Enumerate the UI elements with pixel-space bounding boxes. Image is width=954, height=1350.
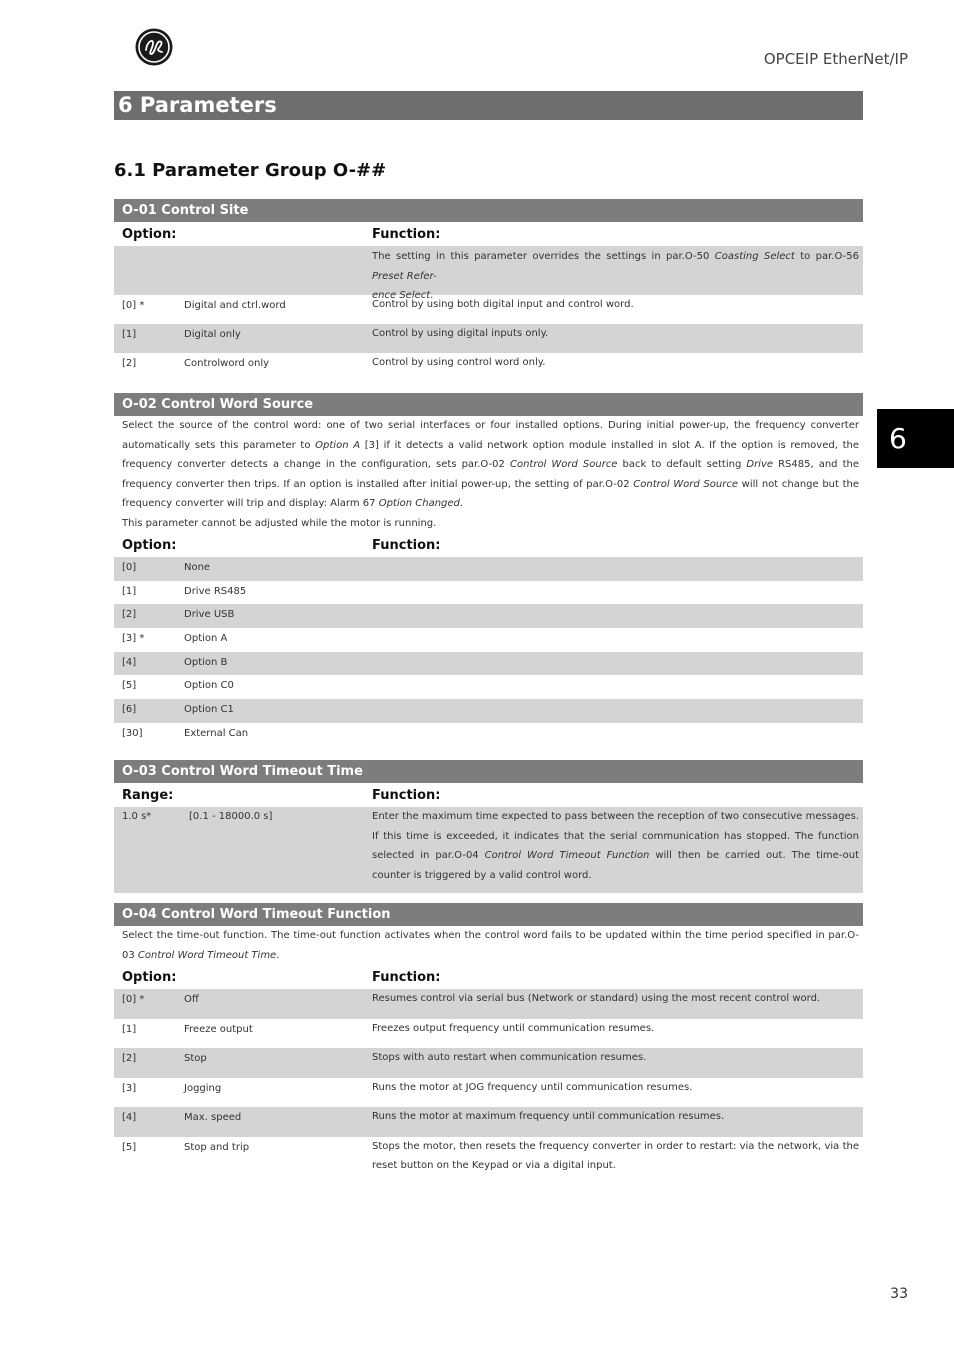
option-function: Freezes output frequency until communication resumes. [372,1022,655,1034]
table-row [114,628,863,652]
intro-text: The setting in this parameter overrides the settings in par.O-50 Coasting Select to par.O-56 Preset Refer- ence Select. [372,251,859,301]
option-label: Jogging [184,1082,222,1094]
param-o03 [114,760,863,893]
col-function: Function: [372,227,441,242]
option-code: [5] [122,1141,137,1153]
param-o04-header [114,965,863,989]
option-label: Option B [184,656,228,668]
option-label: Drive RS485 [184,585,247,597]
description-text: Select the time-out function. The time-out function activates when the control word fails to be updated within the time period specified in par.O-03 Control Word Timeout Time. [122,930,859,961]
option-code: [3] [122,1082,137,1094]
chapter-tab[interactable]: 6 [877,409,954,468]
col-option: Option: [122,970,177,985]
option-function: Control by using digital inputs only. [372,328,549,339]
product-name: OPCEIP EtherNet/IP [763,50,908,68]
param-o02-header [114,533,863,557]
table-row [114,324,863,353]
section-title: 6.1 Parameter Group O-## [114,160,387,181]
option-function: Control by using both digital input and control word. [372,299,634,310]
table-row [114,1107,863,1137]
option-function: Resumes control via serial bus (Network or standard) using the most recent control word. [372,993,821,1004]
option-label: None [184,562,211,573]
param-o01-header [114,222,863,246]
option-function: Stops the motor, then resets the frequency converter in order to restart: via the network, via the reset button on the Keypad or via a digital input. [372,1140,859,1171]
table-row [114,989,863,1019]
option-code: [3] * [122,633,145,645]
option-code: [1] [122,585,137,597]
option-code: [5] [122,680,137,692]
table-row [114,1078,863,1108]
param-o02-description [114,416,863,533]
chapter-title: 6 Parameters [114,91,863,120]
option-function: Runs the motor at JOG frequency until communication resumes. [372,1081,693,1093]
range-value: [0.1 - 18000.0 s] [189,811,273,822]
option-code: [2] [122,1053,137,1064]
option-label: Stop and trip [184,1141,250,1153]
option-label: Drive USB [184,609,235,621]
table-row [114,1048,863,1078]
option-function: Control by using control word only. [372,357,546,368]
table-row [114,1137,863,1183]
col-function: Function: [372,970,441,985]
table-row [114,604,863,628]
table-row [114,699,863,723]
option-code: [30] [122,727,143,739]
range-function: Enter the maximum time expected to pass between the reception of two consecutive messages. If this time is exceeded, it indicates that the serial communication has stopped. The function selected in par.O-04 Control Word Timeout Function will then be carried out. The time-out counter is triggered by a valid control word. [372,811,859,881]
option-label: Option A [184,633,228,645]
table-row [114,723,863,747]
option-label: Controlword only [184,358,270,369]
option-label: Off [184,994,199,1005]
option-label: Option C0 [184,680,234,692]
param-o04-title: O-04 Control Word Timeout Function [114,903,863,926]
param-o03-title: O-03 Control Word Timeout Time [114,760,863,783]
option-code: [1] [122,1023,137,1035]
option-code: [1] [122,329,137,340]
option-code: [0] * [122,994,145,1005]
ge-logo-icon [135,28,173,66]
option-label: Max. speed [184,1112,242,1123]
option-function: Runs the motor at maximum frequency until communication resumes. [372,1111,725,1122]
param-o01-title: O-01 Control Site [114,199,863,222]
col-function: Function: [372,538,441,553]
col-option: Option: [122,538,177,553]
page-number: 33 [890,1286,908,1302]
param-o03-header [114,783,863,807]
col-function: Function: [372,788,441,803]
table-row [114,581,863,605]
option-label: Option C1 [184,704,234,716]
table-row [114,652,863,676]
option-label: Digital only [184,329,241,340]
table-row [114,1019,863,1049]
option-code: [2] [122,609,137,621]
col-range: Range: [122,788,174,803]
option-label: Stop [184,1053,207,1064]
table-row [114,295,863,324]
table-row [114,675,863,699]
col-option: Option: [122,227,177,242]
table-row [114,557,863,581]
option-function: Stops with auto restart when communication resumes. [372,1052,647,1063]
option-label: External Can [184,727,249,739]
param-o02-title: O-02 Control Word Source [114,393,863,416]
option-code: [6] [122,704,137,716]
description-text: Select the source of the control word: one of two serial interfaces or four installed options. During initial power-up, the frequency converter automatically sets this parameter to Option A [3] if it detects a valid network option module installed in slot A. If the option is removed, the frequency converter detects a change in the configuration, sets par.O-02 Control Word Source back to default setting Drive RS485, and the frequency converter then trips. If an option is installed after initial power-up, the setting of par.O-02 Control Word Source will not change but the frequency converter will trip and display: Alarm 67 Option Changed. [122,420,859,509]
table-row [114,807,863,893]
option-code: [4] [122,656,137,668]
option-code: [4] [122,1112,137,1123]
option-code: [2] [122,358,137,369]
param-o04 [114,903,863,1183]
param-o01 [114,199,863,382]
range-default: 1.0 s* [122,811,152,822]
option-code: [0] [122,562,137,573]
table-row [114,353,863,382]
option-label: Digital and ctrl.word [184,300,286,311]
param-o02 [114,393,863,747]
param-o04-description [114,926,863,965]
param-o01-intro [114,246,863,301]
option-label: Freeze output [184,1023,253,1035]
option-code: [0] * [122,300,145,311]
description-note: This parameter cannot be adjusted while the motor is running. [122,517,437,529]
